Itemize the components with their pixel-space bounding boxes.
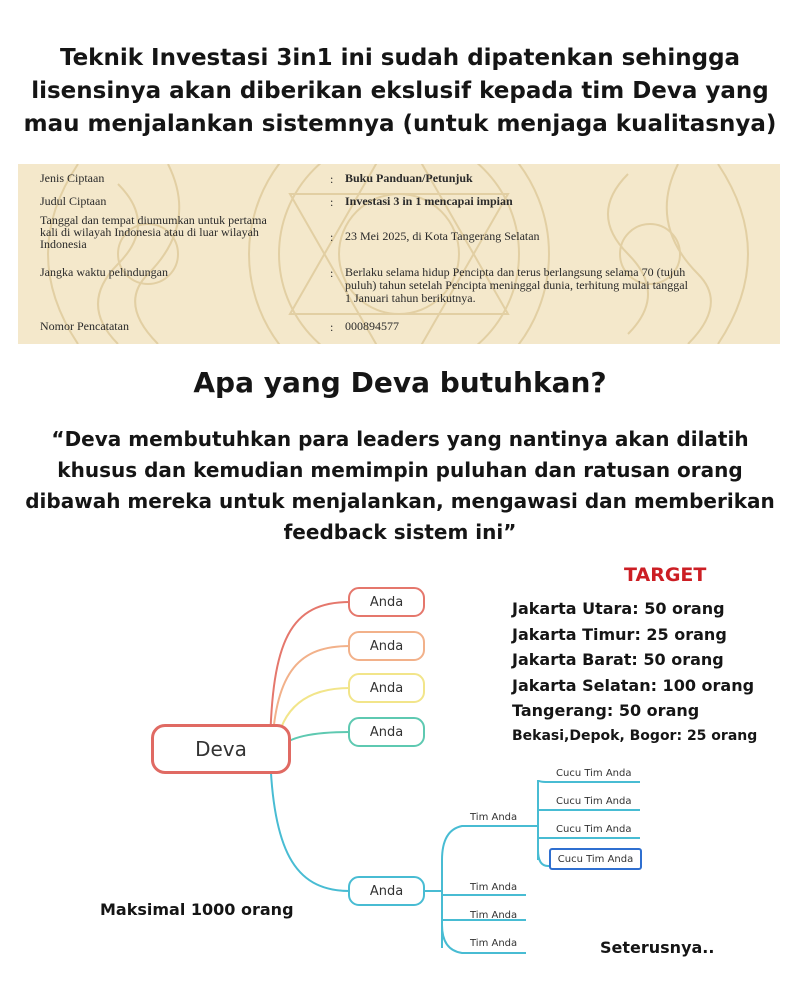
- branch-node-anda: Anda: [348, 631, 425, 661]
- target-item: Jakarta Barat: 50 orang: [512, 650, 724, 670]
- maksimal-label: Maksimal 1000 orang: [100, 900, 294, 919]
- cert-value-line: 1 Januari tahun berikutnya.: [345, 291, 476, 305]
- cert-label-line: kali di wilayah Indonesia atau di luar wilayah: [40, 225, 259, 239]
- section-title: Apa yang Deva butuhkan?: [193, 366, 607, 399]
- headline: [0, 42, 800, 141]
- quote-line: khusus dan kemudian memimpin puluhan dan ratusan orang: [57, 458, 743, 482]
- tim-anda-label: Tim Anda: [470, 938, 518, 949]
- seterusnya-label: Seterusnya..: [600, 938, 715, 957]
- target-item: Jakarta Utara: 50 orang: [512, 599, 725, 618]
- cert-value-line: Berlaku selama hidup Pencipta dan terus berlangsung selama 70 (tujuh: [345, 265, 686, 279]
- quote-line: dibawah mereka untuk menjalankan, mengawasi dan memberikan: [25, 489, 775, 513]
- cucu-tim-anda-label: Cucu Tim Anda: [556, 768, 632, 779]
- target-item: Tangerang: 50 orang: [512, 701, 700, 721]
- headline-line: lisensinya akan diberikan ekslusif kepada tim Deva yang: [31, 78, 769, 104]
- branch-node-anda: Anda: [348, 876, 425, 906]
- tim-anda-label: Tim Anda: [470, 812, 518, 823]
- cert-colon: :: [330, 230, 334, 244]
- target-item: Bekasi,Depok, Bogor: 25 orang: [512, 727, 758, 744]
- cert-label-jangka: Jangka waktu pelindungan: [40, 265, 168, 279]
- branch-node-anda: Anda: [348, 673, 425, 703]
- cert-label-tanggal: [40, 214, 267, 250]
- cucu-tim-anda-highlighted: Cucu Tim Anda: [549, 848, 642, 870]
- cert-value-nomor: 000894577: [345, 319, 399, 333]
- cert-value-jangka: [345, 266, 688, 305]
- quote-line: feedback sistem ini”: [283, 520, 517, 544]
- target-item: Jakarta Selatan: 100 orang: [512, 675, 755, 695]
- branch-node-anda: Anda: [348, 717, 425, 747]
- ornament-background-icon: [18, 164, 780, 344]
- tim-anda-label: Tim Anda: [470, 910, 518, 921]
- quote: [0, 424, 800, 548]
- cert-value-tanggal: 23 Mei 2025, di Kota Tangerang Selatan: [345, 229, 540, 243]
- cert-colon: :: [330, 320, 334, 334]
- cert-label-judul: Judul Ciptaan: [40, 194, 107, 208]
- cucu-tim-anda-label: Cucu Tim Anda: [556, 824, 632, 835]
- target-item: Jakarta Timur: 25 orang: [512, 624, 727, 644]
- root-node-deva: Deva: [151, 724, 291, 774]
- cert-colon: :: [330, 172, 334, 186]
- cert-colon: :: [330, 266, 334, 280]
- cert-label-line: Tanggal dan tempat diumumkan untuk pertama: [40, 213, 267, 227]
- cert-label-jenis: Jenis Ciptaan: [40, 171, 105, 185]
- cert-value-line: puluh) tahun setelah Pencipta meninggal dunia, terhitung mulai tanggal: [345, 278, 688, 292]
- cert-label-nomor: Nomor Pencatatan: [40, 319, 129, 333]
- target-title: TARGET: [624, 564, 707, 586]
- target-list: [512, 596, 757, 750]
- headline-line: Teknik Investasi 3in1 ini sudah dipatenkan sehingga: [59, 45, 741, 71]
- cucu-tim-anda-label: Cucu Tim Anda: [556, 796, 632, 807]
- tim-anda-label: Tim Anda: [470, 882, 518, 893]
- headline-line: mau menjalankan sistemnya (untuk menjaga kualitasnya): [23, 111, 777, 137]
- cert-value-judul: Investasi 3 in 1 mencapai impian: [345, 194, 513, 208]
- cert-colon: :: [330, 195, 334, 209]
- cert-value-jenis: Buku Panduan/Petunjuk: [345, 171, 473, 185]
- quote-line: “Deva membutuhkan para leaders yang nantinya akan dilatih: [51, 427, 749, 451]
- cert-label-line: Indonesia: [40, 237, 87, 251]
- certificate-excerpt: [18, 164, 780, 344]
- branch-node-anda: Anda: [348, 587, 425, 617]
